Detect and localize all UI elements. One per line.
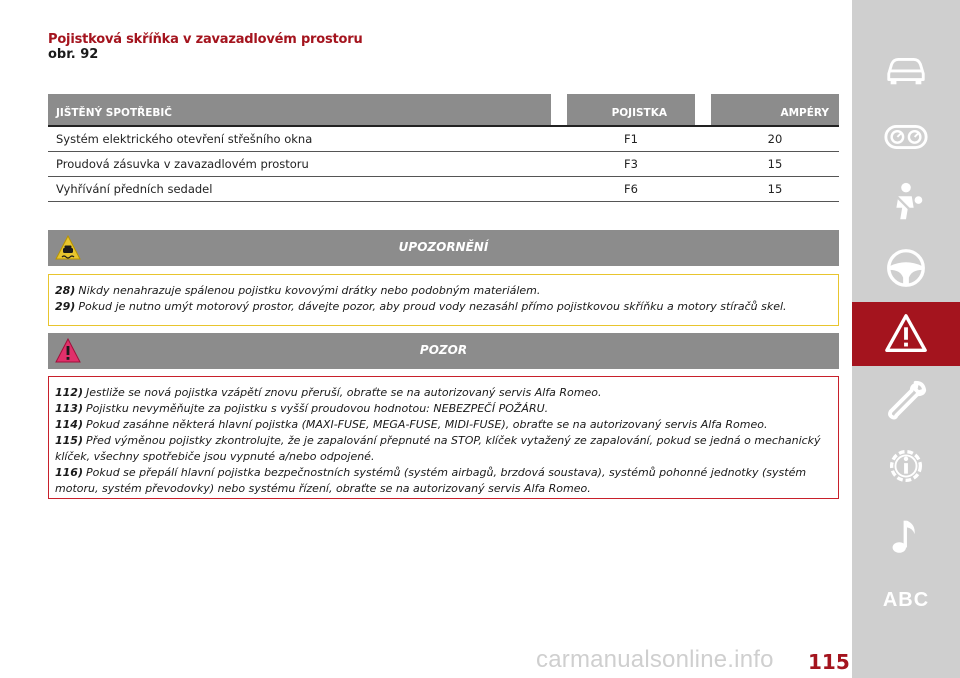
device-cell: Systém elektrického otevření střešního okna <box>48 126 551 151</box>
sidebar-item-safety[interactable] <box>852 170 960 234</box>
caution-banner <box>48 230 839 266</box>
sidebar-item-index[interactable] <box>852 568 960 632</box>
warning-box <box>48 376 839 499</box>
table-row <box>48 176 839 201</box>
table-row <box>48 126 839 151</box>
sidebar-item-emergency[interactable] <box>852 302 960 366</box>
column-header-device: JIŠTĚNÝ SPOTŘEBIČ <box>48 94 551 126</box>
caution-label: UPOZORNĚNÍ <box>398 240 489 254</box>
car-icon <box>883 45 929 91</box>
caution-box <box>48 274 839 326</box>
sidebar-item-driving[interactable] <box>852 236 960 300</box>
list-item: 28) Nikdy nenahrazuje spálenou pojistku kovovými drátky nebo podobným materiálem. <box>55 284 541 297</box>
list-item: 114) Pokud zasáhne některá hlavní pojistka (MAXI-FUSE, MEGA-FUSE, MIDI-FUSE), obraťte se na autorizovaný servis Alfa Romeo. <box>55 418 768 431</box>
page-number: 115 <box>808 650 850 674</box>
instrument-panel-icon <box>883 113 929 159</box>
fuse-cell: F1 <box>567 126 695 151</box>
figure-reference: obr. 92 <box>48 47 99 62</box>
amps-cell: 15 <box>711 151 839 176</box>
list-item: 115) Před výměnou pojistky zkontrolujte, že je zapalování přepnuté na STOP, klíček vytažený ze zapalování, pokud se jedná o mechanický klíček, všechny spotřebiče jsou vypnuté a/nebo odpojené. <box>55 434 821 463</box>
fuse-table <box>48 94 839 202</box>
wrench-icon <box>883 377 929 423</box>
device-cell: Proudová zásuvka v zavazadlovém prostoru <box>48 151 551 176</box>
section-title: Pojistková skříňka v zavazadlovém prostoru <box>48 32 363 47</box>
warning-banner <box>48 333 839 369</box>
abc-index-label: ABC <box>882 588 930 611</box>
sidebar-item-technical-data[interactable] <box>852 434 960 498</box>
table-header-row <box>48 94 839 126</box>
steering-wheel-icon <box>883 245 929 291</box>
amps-cell: 15 <box>711 176 839 201</box>
watermark: carmanualsonline.info <box>536 646 774 673</box>
table-row <box>48 151 839 176</box>
seatbelt-person-icon <box>883 179 929 225</box>
fuse-cell: F3 <box>567 151 695 176</box>
list-item: 29) Pokud je nutno umýt motorový prostor, dávejte pozor, aby proud vody nezasáhl přímo pojistkovou skříňku a motory stíračů skel. <box>55 300 787 313</box>
list-item: 112) Jestliže se nová pojistka vzápětí znovu přeruší, obraťte se na autorizovaný servis Alfa Romeo. <box>55 386 602 399</box>
column-header-fuse: POJISTKA <box>567 94 695 126</box>
warning-triangle-icon <box>883 311 929 357</box>
list-item: 116) Pokud se přepálí hlavní pojistka bezpečnostních systémů (systém airbagů, brzdová soustava), systémů pohonné jednotky (systém motoru, systém převodovky) nebo systému řízení, obraťte se na autorizovaný servis Alfa Romeo. <box>55 466 807 495</box>
sidebar-item-dashboard[interactable] <box>852 104 960 168</box>
chapter-sidebar <box>852 0 960 678</box>
sidebar-item-maintenance[interactable] <box>852 368 960 432</box>
music-note-icon <box>883 513 929 559</box>
info-gear-icon <box>883 443 929 489</box>
column-gap <box>695 94 711 126</box>
warning-label: POZOR <box>419 343 468 357</box>
column-gap <box>551 94 567 126</box>
sidebar-item-vehicle[interactable] <box>852 36 960 100</box>
column-header-amps: AMPÉRY <box>711 94 839 126</box>
device-cell: Vyhřívání předních sedadel <box>48 176 551 201</box>
list-item: 113) Pojistku nevyměňujte za pojistku s vyšší proudovou hodnotou: NEBEZPEČÍ POŽÁRU. <box>55 402 549 415</box>
sidebar-item-multimedia[interactable] <box>852 504 960 568</box>
fuse-cell: F6 <box>567 176 695 201</box>
amps-cell: 20 <box>711 126 839 151</box>
